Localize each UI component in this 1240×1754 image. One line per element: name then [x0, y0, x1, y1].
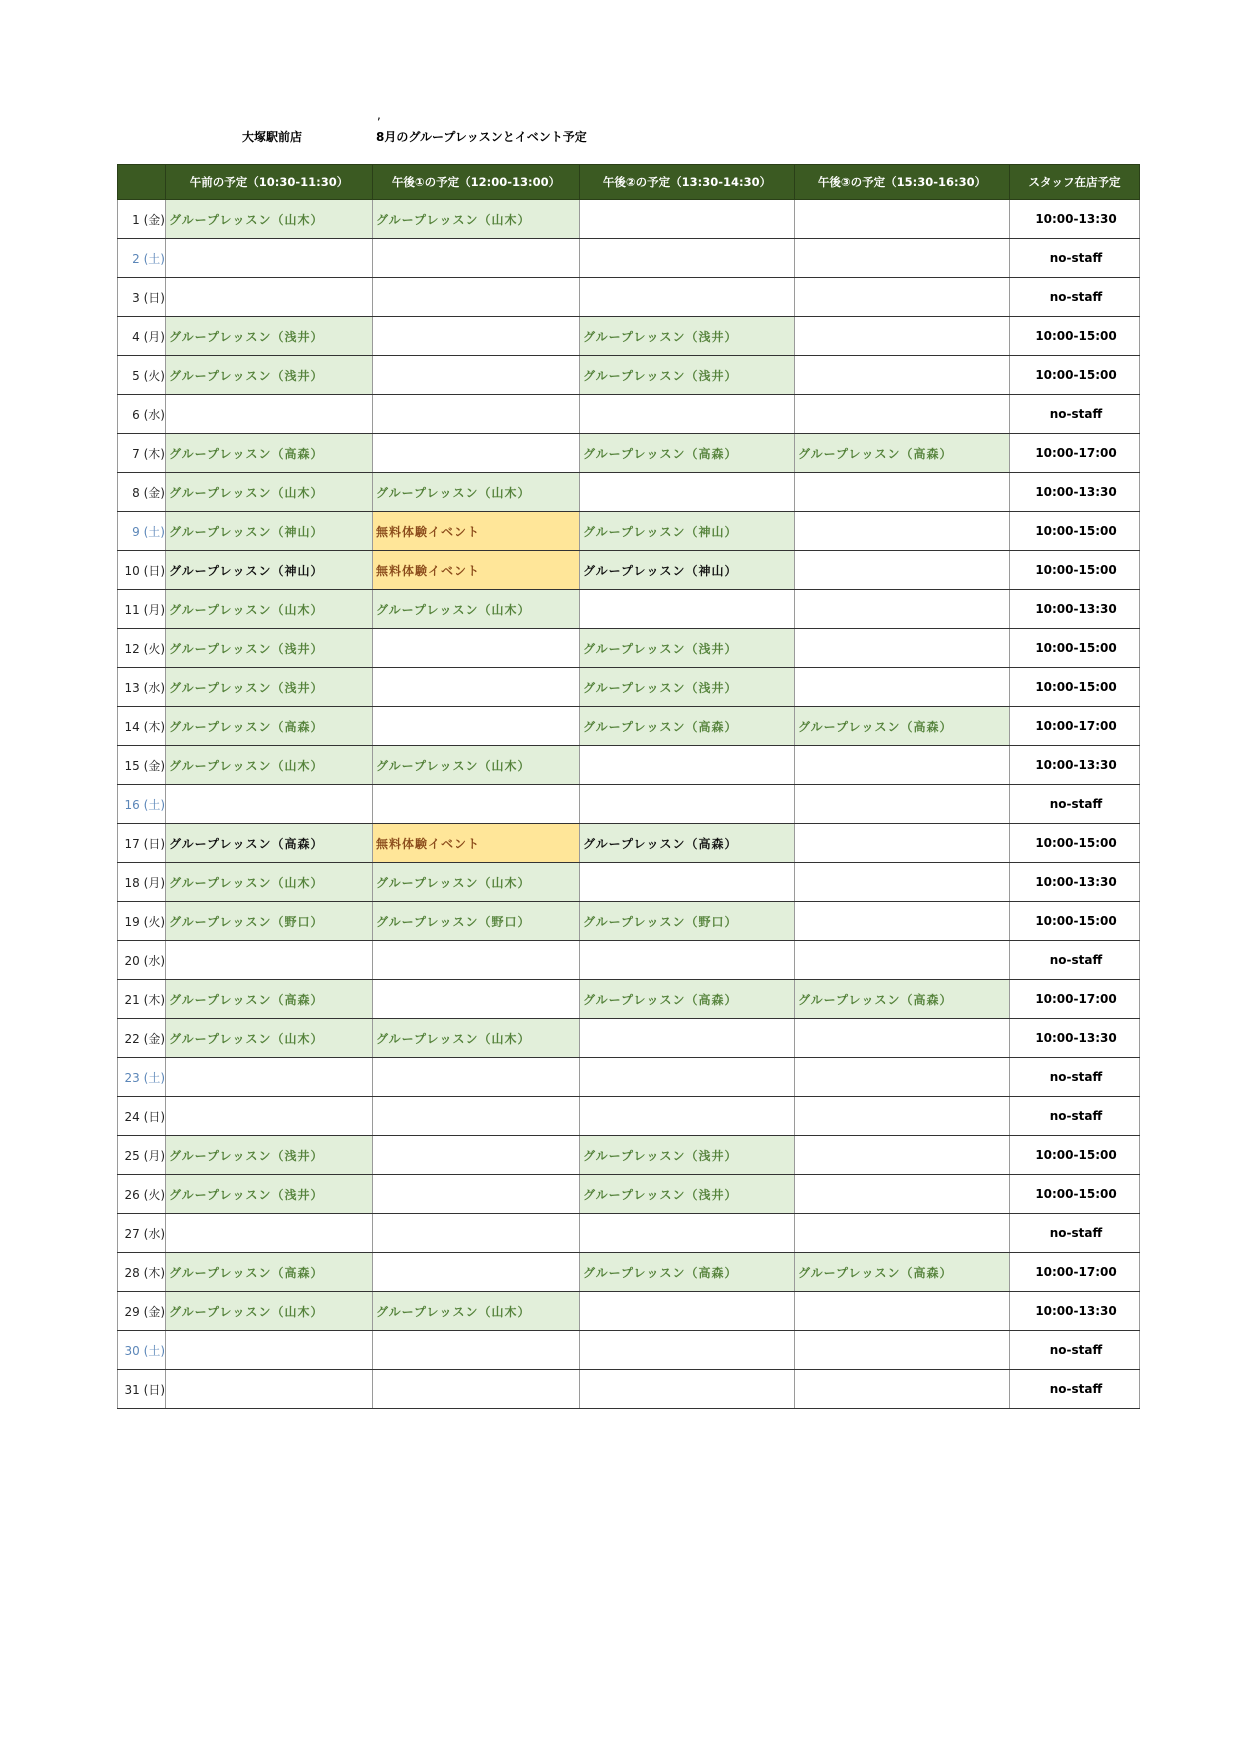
table-row — [118, 278, 1140, 317]
afternoon-1-slot-empty — [373, 707, 580, 746]
date-cell: 14 (木) — [118, 707, 166, 746]
afternoon-2-slot-empty — [580, 941, 795, 980]
table-row — [118, 785, 1140, 824]
afternoon-1-slot-empty — [373, 1370, 580, 1409]
staff-hours-cell: 10:00-15:00 — [1010, 1136, 1140, 1175]
date-cell: 3 (日) — [118, 278, 166, 317]
date-cell: 8 (金) — [118, 473, 166, 512]
staff-hours-cell: 10:00-13:30 — [1010, 1292, 1140, 1331]
staff-hours-cell: 10:00-17:00 — [1010, 980, 1140, 1019]
column-header-staff: スタッフ在店予定 — [1010, 165, 1140, 200]
afternoon-1-slot-lesson: グループレッスン（山木） — [373, 473, 580, 512]
morning-slot-empty — [166, 395, 373, 434]
afternoon-1-slot-lesson: グループレッスン（山木） — [373, 746, 580, 785]
table-row — [118, 1331, 1140, 1370]
afternoon-1-slot-lesson: グループレッスン（山木） — [373, 590, 580, 629]
date-cell: 20 (水) — [118, 941, 166, 980]
date-cell: 30 (土) — [118, 1331, 166, 1370]
table-row — [118, 590, 1140, 629]
afternoon-3-slot-empty — [795, 1058, 1010, 1097]
afternoon-2-slot-lesson: グループレッスン（浅井） — [580, 317, 795, 356]
afternoon-3-slot-empty — [795, 1175, 1010, 1214]
morning-slot-lesson: グループレッスン（浅井） — [166, 1175, 373, 1214]
morning-slot-empty — [166, 785, 373, 824]
afternoon-2-slot-empty — [580, 1214, 795, 1253]
table-row — [118, 902, 1140, 941]
afternoon-2-slot-empty — [580, 1331, 795, 1370]
table-row — [118, 824, 1140, 863]
afternoon-2-slot-empty — [580, 1292, 795, 1331]
staff-hours-cell: 10:00-13:30 — [1010, 1019, 1140, 1058]
afternoon-3-slot-empty — [795, 824, 1010, 863]
afternoon-3-slot-empty — [795, 512, 1010, 551]
date-cell: 9 (土) — [118, 512, 166, 551]
afternoon-1-slot-empty — [373, 980, 580, 1019]
afternoon-2-slot-lesson: グループレッスン（浅井） — [580, 1175, 795, 1214]
staff-hours-cell: no-staff — [1010, 941, 1140, 980]
afternoon-2-slot-lesson: グループレッスン（高森） — [580, 980, 795, 1019]
staff-hours-cell: 10:00-15:00 — [1010, 356, 1140, 395]
date-cell: 26 (火) — [118, 1175, 166, 1214]
morning-slot-lesson: グループレッスン（神山） — [166, 551, 373, 590]
table-row — [118, 1370, 1140, 1409]
afternoon-2-slot-empty — [580, 395, 795, 434]
afternoon-1-slot-empty — [373, 1058, 580, 1097]
afternoon-1-slot-lesson: グループレッスン（山木） — [373, 863, 580, 902]
table-row — [118, 707, 1140, 746]
afternoon-3-slot-empty — [795, 746, 1010, 785]
staff-hours-cell: no-staff — [1010, 1331, 1140, 1370]
date-cell: 7 (木) — [118, 434, 166, 473]
afternoon-1-slot-empty — [373, 1331, 580, 1370]
date-cell: 22 (金) — [118, 1019, 166, 1058]
date-cell: 19 (火) — [118, 902, 166, 941]
table-row — [118, 434, 1140, 473]
afternoon-3-slot-empty — [795, 1331, 1010, 1370]
afternoon-3-slot-empty — [795, 317, 1010, 356]
header-tick-mark: , — [377, 108, 381, 122]
afternoon-2-slot-empty — [580, 1370, 795, 1409]
afternoon-3-slot-empty — [795, 1019, 1010, 1058]
afternoon-1-slot-lesson: グループレッスン（野口） — [373, 902, 580, 941]
afternoon-1-slot-empty — [373, 1175, 580, 1214]
afternoon-3-slot-lesson: グループレッスン（高森） — [795, 980, 1010, 1019]
afternoon-3-slot-empty — [795, 239, 1010, 278]
afternoon-3-slot-empty — [795, 629, 1010, 668]
table-row — [118, 1253, 1140, 1292]
afternoon-2-slot-empty — [580, 785, 795, 824]
morning-slot-empty — [166, 1331, 373, 1370]
page-title: 8月のグループレッスンとイベント予定 — [376, 130, 587, 144]
afternoon-2-slot-lesson: グループレッスン（浅井） — [580, 668, 795, 707]
afternoon-1-slot-empty — [373, 434, 580, 473]
afternoon-2-slot-empty — [580, 1058, 795, 1097]
morning-slot-lesson: グループレッスン（浅井） — [166, 356, 373, 395]
afternoon-2-slot-lesson: グループレッスン（高森） — [580, 824, 795, 863]
staff-hours-cell: no-staff — [1010, 1370, 1140, 1409]
afternoon-3-slot-lesson: グループレッスン（高森） — [795, 1253, 1010, 1292]
column-header-morning: 午前の予定（10:30-11:30） — [166, 165, 373, 200]
afternoon-2-slot-empty — [580, 278, 795, 317]
afternoon-1-slot-empty — [373, 1214, 580, 1253]
table-row — [118, 395, 1140, 434]
morning-slot-lesson: グループレッスン（高森） — [166, 1253, 373, 1292]
morning-slot-empty — [166, 1214, 373, 1253]
table-row — [118, 668, 1140, 707]
table-row — [118, 863, 1140, 902]
afternoon-2-slot-lesson: グループレッスン（高森） — [580, 707, 795, 746]
afternoon-2-slot-lesson: グループレッスン（高森） — [580, 434, 795, 473]
staff-hours-cell: no-staff — [1010, 785, 1140, 824]
afternoon-1-slot-empty — [373, 1097, 580, 1136]
afternoon-1-slot-empty — [373, 278, 580, 317]
date-cell: 12 (火) — [118, 629, 166, 668]
morning-slot-lesson: グループレッスン（浅井） — [166, 629, 373, 668]
staff-hours-cell: 10:00-15:00 — [1010, 512, 1140, 551]
afternoon-1-slot-empty — [373, 239, 580, 278]
date-cell: 16 (土) — [118, 785, 166, 824]
date-cell: 4 (月) — [118, 317, 166, 356]
afternoon-3-slot-empty — [795, 863, 1010, 902]
staff-hours-cell: 10:00-13:30 — [1010, 863, 1140, 902]
morning-slot-lesson: グループレッスン（山木） — [166, 863, 373, 902]
staff-hours-cell: 10:00-15:00 — [1010, 317, 1140, 356]
afternoon-3-slot-empty — [795, 1214, 1010, 1253]
morning-slot-lesson: グループレッスン（高森） — [166, 824, 373, 863]
morning-slot-lesson: グループレッスン（野口） — [166, 902, 373, 941]
date-cell: 25 (月) — [118, 1136, 166, 1175]
afternoon-2-slot-empty — [580, 590, 795, 629]
morning-slot-lesson: グループレッスン（浅井） — [166, 1136, 373, 1175]
morning-slot-empty — [166, 1370, 373, 1409]
schedule-body — [118, 200, 1140, 1409]
table-row — [118, 1136, 1140, 1175]
afternoon-3-slot-empty — [795, 1292, 1010, 1331]
date-cell: 29 (金) — [118, 1292, 166, 1331]
afternoon-3-slot-empty — [795, 1370, 1010, 1409]
staff-hours-cell: no-staff — [1010, 1214, 1140, 1253]
afternoon-1-slot-event: 無料体験イベント — [373, 512, 580, 551]
afternoon-3-slot-empty — [795, 200, 1010, 239]
table-header-row — [118, 165, 1140, 200]
table-row — [118, 1214, 1140, 1253]
morning-slot-empty — [166, 1058, 373, 1097]
date-cell: 27 (水) — [118, 1214, 166, 1253]
afternoon-1-slot-empty — [373, 395, 580, 434]
date-cell: 17 (日) — [118, 824, 166, 863]
afternoon-2-slot-lesson: グループレッスン（高森） — [580, 1253, 795, 1292]
staff-hours-cell: no-staff — [1010, 278, 1140, 317]
date-cell: 21 (木) — [118, 980, 166, 1019]
column-header-afternoon-1: 午後①の予定（12:00-13:00） — [373, 165, 580, 200]
morning-slot-lesson: グループレッスン（山木） — [166, 473, 373, 512]
column-header-afternoon-2: 午後②の予定（13:30-14:30） — [580, 165, 795, 200]
morning-slot-empty — [166, 239, 373, 278]
schedule-table — [117, 164, 1140, 1409]
afternoon-1-slot-empty — [373, 1253, 580, 1292]
afternoon-2-slot-lesson: グループレッスン（浅井） — [580, 356, 795, 395]
table-row — [118, 1175, 1140, 1214]
afternoon-1-slot-empty — [373, 668, 580, 707]
afternoon-2-slot-lesson: グループレッスン（浅井） — [580, 1136, 795, 1175]
date-cell: 31 (日) — [118, 1370, 166, 1409]
staff-hours-cell: 10:00-15:00 — [1010, 1175, 1140, 1214]
table-row — [118, 1058, 1140, 1097]
table-row — [118, 1292, 1140, 1331]
afternoon-3-slot-empty — [795, 1097, 1010, 1136]
date-cell: 28 (木) — [118, 1253, 166, 1292]
staff-hours-cell: 10:00-17:00 — [1010, 707, 1140, 746]
morning-slot-lesson: グループレッスン（山木） — [166, 746, 373, 785]
morning-slot-lesson: グループレッスン（高森） — [166, 980, 373, 1019]
date-cell: 2 (土) — [118, 239, 166, 278]
morning-slot-lesson: グループレッスン（浅井） — [166, 668, 373, 707]
staff-hours-cell: no-staff — [1010, 1058, 1140, 1097]
table-row — [118, 1097, 1140, 1136]
afternoon-1-slot-empty — [373, 941, 580, 980]
afternoon-2-slot-empty — [580, 473, 795, 512]
afternoon-2-slot-empty — [580, 863, 795, 902]
table-row — [118, 239, 1140, 278]
afternoon-3-slot-empty — [795, 395, 1010, 434]
date-cell: 6 (水) — [118, 395, 166, 434]
table-row — [118, 1019, 1140, 1058]
morning-slot-lesson: グループレッスン（高森） — [166, 707, 373, 746]
afternoon-2-slot-empty — [580, 1097, 795, 1136]
date-cell: 1 (金) — [118, 200, 166, 239]
table-row — [118, 746, 1140, 785]
date-cell: 18 (月) — [118, 863, 166, 902]
table-row — [118, 551, 1140, 590]
staff-hours-cell: 10:00-13:30 — [1010, 473, 1140, 512]
staff-hours-cell: 10:00-17:00 — [1010, 434, 1140, 473]
morning-slot-empty — [166, 1097, 373, 1136]
staff-hours-cell: 10:00-15:00 — [1010, 629, 1140, 668]
morning-slot-empty — [166, 941, 373, 980]
date-cell: 24 (日) — [118, 1097, 166, 1136]
afternoon-3-slot-empty — [795, 1136, 1010, 1175]
afternoon-3-slot-empty — [795, 278, 1010, 317]
afternoon-1-slot-lesson: グループレッスン（山木） — [373, 1292, 580, 1331]
date-cell: 10 (日) — [118, 551, 166, 590]
morning-slot-lesson: グループレッスン（浅井） — [166, 317, 373, 356]
afternoon-3-slot-empty — [795, 941, 1010, 980]
document-header — [0, 0, 1240, 160]
afternoon-1-slot-empty — [373, 629, 580, 668]
afternoon-1-slot-empty — [373, 785, 580, 824]
afternoon-3-slot-lesson: グループレッスン（高森） — [795, 707, 1010, 746]
morning-slot-lesson: グループレッスン（山木） — [166, 200, 373, 239]
afternoon-1-slot-empty — [373, 356, 580, 395]
table-row — [118, 941, 1140, 980]
staff-hours-cell: 10:00-13:30 — [1010, 200, 1140, 239]
morning-slot-lesson: グループレッスン（山木） — [166, 590, 373, 629]
date-cell: 13 (水) — [118, 668, 166, 707]
table-row — [118, 512, 1140, 551]
afternoon-3-slot-empty — [795, 590, 1010, 629]
morning-slot-lesson: グループレッスン（山木） — [166, 1292, 373, 1331]
afternoon-3-slot-empty — [795, 551, 1010, 590]
afternoon-2-slot-lesson: グループレッスン（野口） — [580, 902, 795, 941]
table-row — [118, 356, 1140, 395]
staff-hours-cell: no-staff — [1010, 395, 1140, 434]
table-row — [118, 629, 1140, 668]
date-cell: 5 (火) — [118, 356, 166, 395]
table-row — [118, 980, 1140, 1019]
afternoon-1-slot-event: 無料体験イベント — [373, 551, 580, 590]
afternoon-2-slot-empty — [580, 200, 795, 239]
staff-hours-cell: 10:00-15:00 — [1010, 902, 1140, 941]
staff-hours-cell: no-staff — [1010, 1097, 1140, 1136]
staff-hours-cell: 10:00-13:30 — [1010, 590, 1140, 629]
date-cell: 15 (金) — [118, 746, 166, 785]
afternoon-1-slot-lesson: グループレッスン（山木） — [373, 1019, 580, 1058]
table-row — [118, 473, 1140, 512]
staff-hours-cell: 10:00-13:30 — [1010, 746, 1140, 785]
afternoon-1-slot-lesson: グループレッスン（山木） — [373, 200, 580, 239]
afternoon-2-slot-empty — [580, 239, 795, 278]
afternoon-3-slot-empty — [795, 473, 1010, 512]
column-header-afternoon-3: 午後③の予定（15:30-16:30） — [795, 165, 1010, 200]
store-name: 大塚駅前店 — [242, 130, 303, 144]
morning-slot-lesson: グループレッスン（高森） — [166, 434, 373, 473]
morning-slot-empty — [166, 278, 373, 317]
staff-hours-cell: no-staff — [1010, 239, 1140, 278]
afternoon-2-slot-lesson: グループレッスン（浅井） — [580, 629, 795, 668]
staff-hours-cell: 10:00-17:00 — [1010, 1253, 1140, 1292]
date-cell: 23 (土) — [118, 1058, 166, 1097]
date-cell: 11 (月) — [118, 590, 166, 629]
afternoon-3-slot-empty — [795, 356, 1010, 395]
afternoon-2-slot-empty — [580, 1019, 795, 1058]
column-header-date — [118, 165, 166, 200]
afternoon-3-slot-empty — [795, 668, 1010, 707]
staff-hours-cell: 10:00-15:00 — [1010, 668, 1140, 707]
morning-slot-lesson: グループレッスン（山木） — [166, 1019, 373, 1058]
afternoon-2-slot-lesson: グループレッスン（神山） — [580, 512, 795, 551]
afternoon-3-slot-empty — [795, 785, 1010, 824]
afternoon-1-slot-empty — [373, 317, 580, 356]
afternoon-3-slot-lesson: グループレッスン（高森） — [795, 434, 1010, 473]
afternoon-1-slot-event: 無料体験イベント — [373, 824, 580, 863]
table-row — [118, 317, 1140, 356]
afternoon-2-slot-empty — [580, 746, 795, 785]
afternoon-2-slot-lesson: グループレッスン（神山） — [580, 551, 795, 590]
afternoon-1-slot-empty — [373, 1136, 580, 1175]
morning-slot-lesson: グループレッスン（神山） — [166, 512, 373, 551]
staff-hours-cell: 10:00-15:00 — [1010, 824, 1140, 863]
afternoon-3-slot-empty — [795, 902, 1010, 941]
staff-hours-cell: 10:00-15:00 — [1010, 551, 1140, 590]
table-row — [118, 200, 1140, 239]
